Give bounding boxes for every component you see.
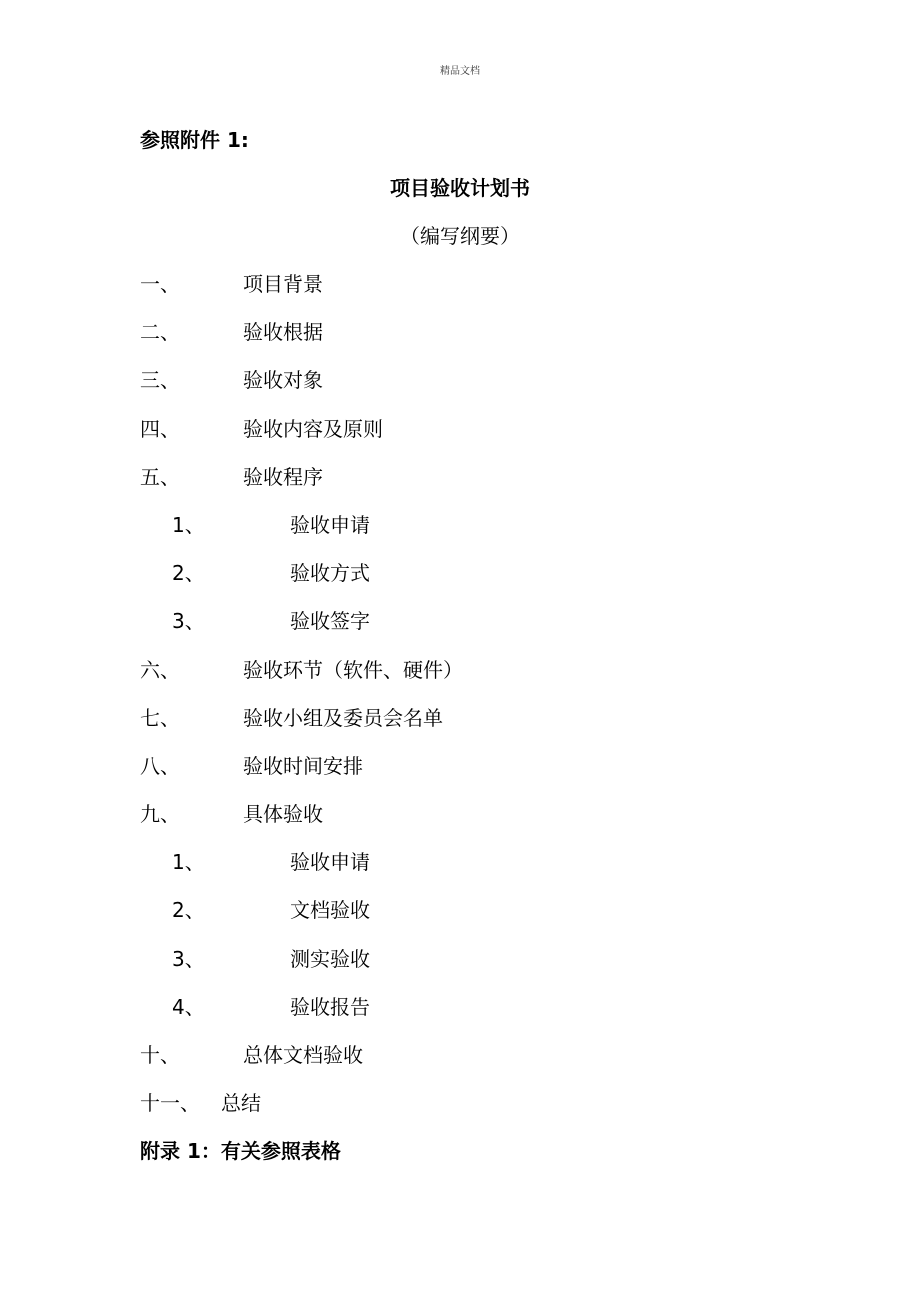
outline-number: 九、 [140, 802, 180, 827]
outline-text: 测实验收 [290, 946, 370, 971]
outline-item [0, 464, 920, 512]
outline-item [0, 1090, 920, 1138]
outline-text: 验收申请 [290, 850, 370, 875]
outline-text: 验收环节（软件、硬件） [243, 657, 463, 682]
outline-text: 验收签字 [290, 609, 370, 634]
outline-text: 总结 [221, 1091, 261, 1116]
outline-number: 1、 [172, 512, 205, 537]
outline-list [0, 271, 920, 1138]
outline-number: 十一、 [140, 1091, 200, 1116]
outline-subitem [0, 560, 920, 608]
header-watermark: 精品文档 [440, 66, 480, 77]
outline-text: 验收小组及委员会名单 [243, 705, 443, 730]
outline-number: 3、 [172, 946, 205, 971]
outline-text: 验收对象 [243, 368, 323, 393]
outline-item [0, 705, 920, 753]
outline-number: 七、 [140, 705, 180, 730]
outline-subitem [0, 946, 920, 994]
outline-item [0, 801, 920, 849]
outline-text: 验收根据 [243, 320, 323, 345]
page-title: 项目验收计划书 [390, 176, 530, 200]
outline-subitem [0, 512, 920, 560]
outline-text: 验收内容及原则 [243, 416, 383, 441]
outline-number: 八、 [140, 753, 180, 778]
outline-subitem [0, 608, 920, 656]
outline-number: 2、 [172, 561, 205, 586]
outline-item [0, 753, 920, 801]
outline-number: 2、 [172, 898, 205, 923]
page-subtitle: （编写纲要） [400, 224, 520, 248]
outline-text: 总体文档验收 [243, 1043, 363, 1067]
outline-item [0, 319, 920, 367]
outline-text: 验收程序 [243, 464, 323, 489]
appendix-heading: 附录 1：有关参照表格 [140, 1139, 341, 1163]
outline-number: 三、 [140, 368, 180, 393]
outline-number: 4、 [172, 994, 205, 1019]
outline-number: 四、 [140, 416, 180, 441]
outline-number: 1、 [172, 850, 205, 875]
outline-item [0, 271, 920, 319]
outline-item [0, 416, 920, 464]
outline-text: 文档验收 [290, 898, 370, 923]
outline-item [0, 367, 920, 415]
outline-text: 验收时间安排 [243, 753, 363, 778]
outline-text: 项目背景 [243, 272, 323, 296]
outline-number: 二、 [140, 320, 180, 345]
outline-subitem [0, 849, 920, 897]
outline-number: 五、 [140, 464, 180, 489]
outline-number: 十、 [140, 1043, 180, 1067]
outline-number: 一、 [140, 272, 180, 296]
outline-text: 具体验收 [243, 802, 323, 827]
outline-text: 验收申请 [290, 512, 370, 537]
outline-subitem [0, 897, 920, 945]
outline-text: 验收报告 [290, 994, 370, 1019]
outline-subitem [0, 994, 920, 1042]
outline-item [0, 657, 920, 705]
attachment-label: 参照附件 1: [140, 128, 249, 152]
outline-number: 3、 [172, 609, 205, 634]
outline-number: 六、 [140, 657, 180, 682]
outline-text: 验收方式 [290, 561, 370, 586]
outline-item [0, 1042, 920, 1090]
